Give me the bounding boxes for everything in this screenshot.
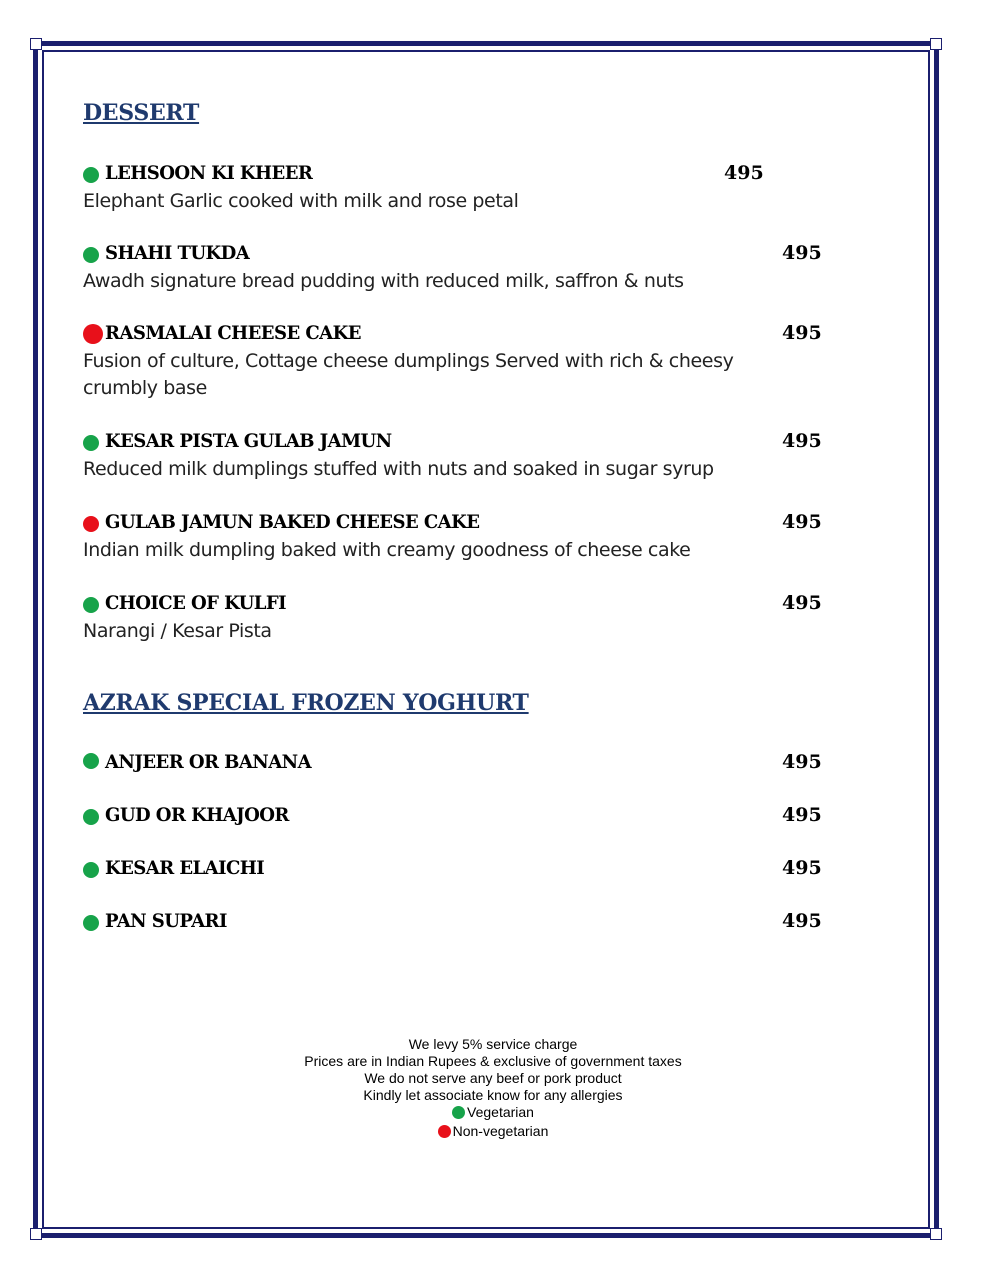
item-description: Narangi / Kesar Pista — [83, 620, 272, 642]
item-price: 495 — [782, 511, 822, 533]
item-name: RASMALAI CHEESE CAKE — [105, 322, 361, 344]
corner-ornament — [30, 38, 42, 50]
veg-indicator-icon — [83, 915, 99, 931]
footer-beef-pork-note: We do not serve any beef or pork product — [364, 1070, 622, 1086]
footer-service-charge: We levy 5% service charge — [408, 1036, 578, 1052]
item-price: 495 — [782, 751, 822, 773]
footer-allergy-note: Kindly let associate know for any allergies — [363, 1087, 623, 1103]
legend-nonveg — [438, 1123, 549, 1140]
item-description: Reduced milk dumplings stuffed with nuts and soaked in sugar syrup — [83, 458, 714, 480]
veg-indicator-icon — [83, 753, 99, 769]
corner-ornament — [30, 1228, 42, 1240]
item-price: 495 — [782, 430, 822, 452]
veg-indicator-icon — [83, 167, 99, 183]
item-name: PAN SUPARI — [105, 910, 227, 932]
legend-nonveg-label: Non-vegetarian — [452, 1123, 549, 1139]
footer-prices-note: Prices are in Indian Rupees & exclusive of government taxes — [304, 1053, 682, 1069]
footer-notes — [0, 1036, 986, 1142]
veg-indicator-icon — [83, 809, 99, 825]
item-name: KESAR ELAICHI — [105, 857, 265, 879]
section-heading-dessert: DESSERT — [83, 100, 200, 126]
corner-ornament — [930, 38, 942, 50]
item-price: 495 — [782, 322, 822, 344]
item-price: 495 — [782, 804, 822, 826]
veg-indicator-icon — [83, 435, 99, 451]
item-name: ANJEER OR BANANA — [105, 751, 312, 773]
legend-veg — [452, 1104, 534, 1121]
item-name: LEHSOON KI KHEER — [105, 162, 313, 184]
item-name: CHOICE OF KULFI — [105, 592, 287, 614]
veg-indicator-icon — [83, 247, 99, 263]
item-description: Fusion of culture, Cottage cheese dumplings Served with rich & cheesy crumbly base — [83, 350, 734, 399]
item-description: Indian milk dumpling baked with creamy goodness of cheese cake — [83, 539, 691, 561]
item-price: 495 — [782, 592, 822, 614]
corner-ornament — [930, 1228, 942, 1240]
item-name: GUD OR KHAJOOR — [105, 804, 289, 826]
item-price: 495 — [724, 162, 764, 184]
item-price: 495 — [782, 910, 822, 932]
veg-indicator-icon — [83, 862, 99, 878]
veg-indicator-icon — [83, 597, 99, 613]
nonveg-legend-icon — [438, 1125, 451, 1138]
item-description: Elephant Garlic cooked with milk and rose petal — [83, 190, 519, 212]
section-heading-frozen-yoghurt: AZRAK SPECIAL FROZEN YOGHURT — [83, 690, 529, 716]
item-name: GULAB JAMUN BAKED CHEESE CAKE — [105, 511, 480, 533]
legend-veg-label: Vegetarian — [467, 1104, 534, 1120]
nonveg-indicator-icon — [83, 516, 99, 532]
item-name: KESAR PISTA GULAB JAMUN — [105, 430, 392, 452]
veg-legend-icon — [452, 1106, 465, 1119]
item-name: SHAHI TUKDA — [105, 242, 250, 264]
item-price: 495 — [782, 857, 822, 879]
item-price: 495 — [782, 242, 822, 264]
nonveg-indicator-icon — [83, 324, 103, 344]
item-description: Awadh signature bread pudding with reduced milk, saffron & nuts — [83, 270, 684, 292]
